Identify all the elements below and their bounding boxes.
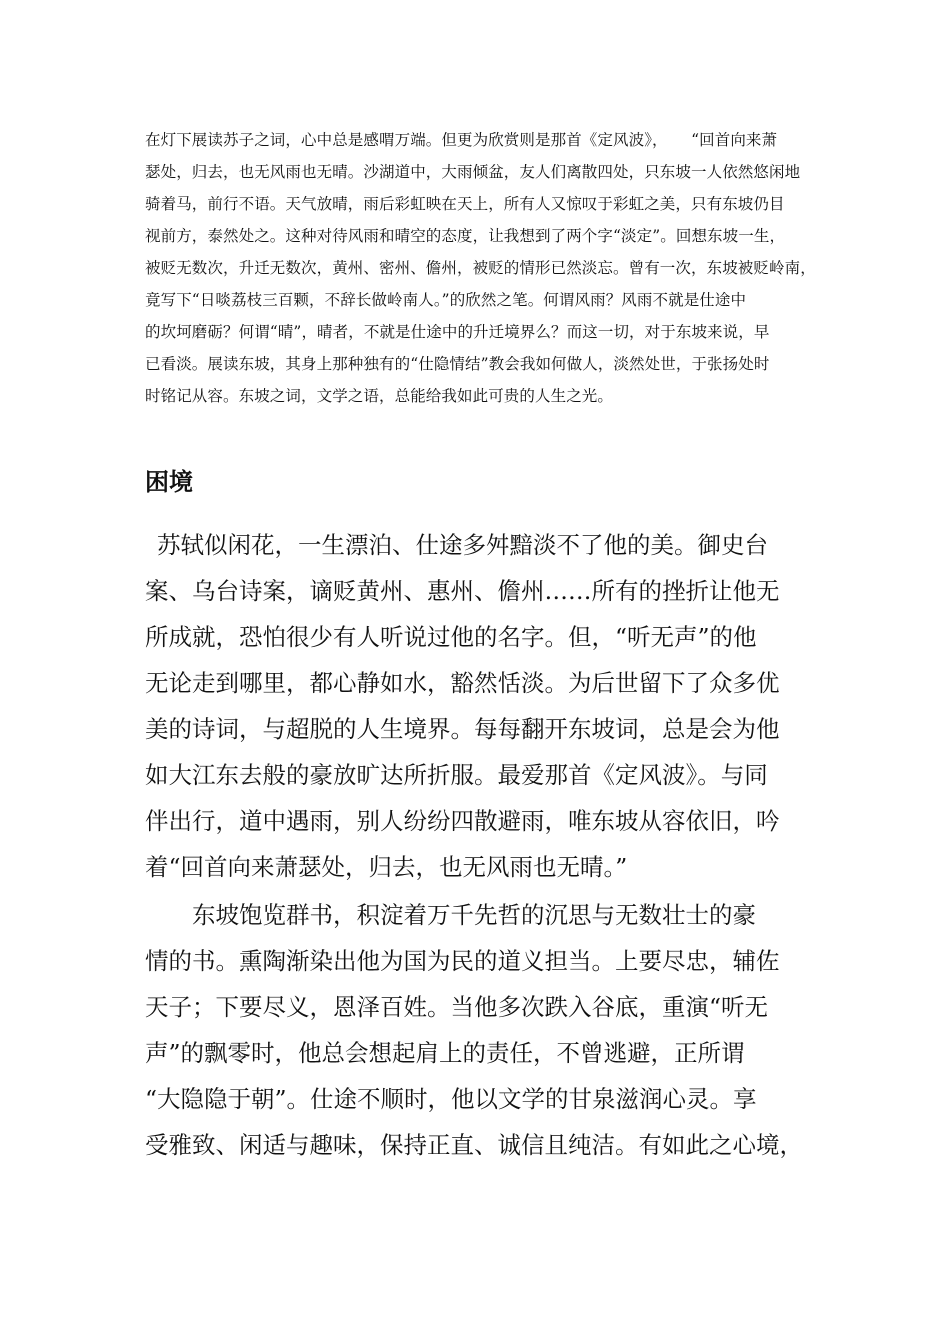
- body-line: 受雅致、闲适与趣味，保持正直、诚信且纯洁。有如此之心境，: [145, 1131, 803, 1159]
- intro-paragraph: [145, 124, 816, 412]
- intro-line: 在灯下展读苏子之词，心中总是感喟万端。但更为欣赏则是那首《定风波》， “回首向来萧: [145, 131, 778, 149]
- intro-line: 视前方，泰然处之。这种对待风雨和晴空的态度，让我想到了两个字“淡定”。回想东坡一生，: [145, 227, 786, 245]
- body-line: 东坡饱览群书，积淀着万千先哲的沉思与无数壮士的豪: [192, 901, 756, 929]
- body-line: 苏轼似闲花，一生漂泊、仕途多舛黯淡不了他的美。御史台: [157, 531, 768, 559]
- paragraph-2: [145, 892, 815, 1168]
- body-line: 伴出行，道中遇雨，别人纷纷四散避雨，唯东坡从容依旧，吟: [145, 807, 780, 835]
- intro-line: 竟写下“日啖荔枝三百颗，不辞长做岭南人。”的欣然之笔。何谓风雨？风雨不就是仕途中: [145, 291, 747, 309]
- intro-line: 已看淡。展读东坡，其身上那种独有的“仕隐情结”教会我如何做人，淡然处世，于张扬处时: [145, 355, 770, 373]
- paragraph-1: [145, 522, 815, 890]
- section-body: [145, 522, 815, 1168]
- body-line: 如大江东去般的豪放旷达所折服。最爱那首《定风波》。与同: [145, 761, 768, 789]
- body-line: 案、乌台诗案，谪贬黄州、惠州、儋州……所有的挫折让他无: [145, 577, 780, 605]
- body-line: “大隐隐于朝”。仕途不顺时，他以文学的甘泉滋润心灵。享: [145, 1085, 757, 1113]
- intro-line: 瑟处，归去，也无风雨也无晴。沙湖道中，大雨倾盆，友人们离散四处，只东坡一人依然悠闲地: [145, 163, 801, 181]
- intro-line: 骑着马，前行不语。天气放晴，雨后彩虹映在天上，所有人又惊叹于彩虹之美，只有东坡仍目: [145, 195, 785, 213]
- body-line: 情的书。熏陶渐染出他为国为民的道义担当。上要尽忠，辅佐: [145, 947, 780, 975]
- body-line: 声”的飘零时，他总会想起肩上的责任，不曾逃避，正所谓: [145, 1039, 745, 1067]
- intro-line: 时铭记从容。东坡之词，文学之语，总能给我如此可贵的人生之光。: [145, 387, 614, 405]
- section-heading: 困境: [145, 467, 193, 496]
- body-line: 天子；下要尽义，恩泽百姓。当他多次跌入谷底，重演“听无: [145, 993, 769, 1021]
- body-line: 所成就，恐怕很少有人听说过他的名字。但，“听无声”的他: [145, 623, 757, 651]
- body-line: 着“回首向来萧瑟处，归去，也无风雨也无晴。”: [145, 853, 628, 881]
- body-line: 无论走到哪里，都心静如水，豁然恬淡。为后世留下了众多优: [145, 669, 780, 697]
- intro-line: 的坎坷磨砺？何谓“晴”，晴者，不就是仕途中的升迁境界么？而这一切，对于东坡来说，早: [145, 323, 770, 341]
- intro-line: 被贬无数次，升迁无数次，黄州、密州、儋州，被贬的情形已然淡忘。曾有一次，东坡被贬岭南，: [145, 259, 816, 277]
- body-line: 美的诗词，与超脱的人生境界。每每翻开东坡词，总是会为他: [145, 715, 780, 743]
